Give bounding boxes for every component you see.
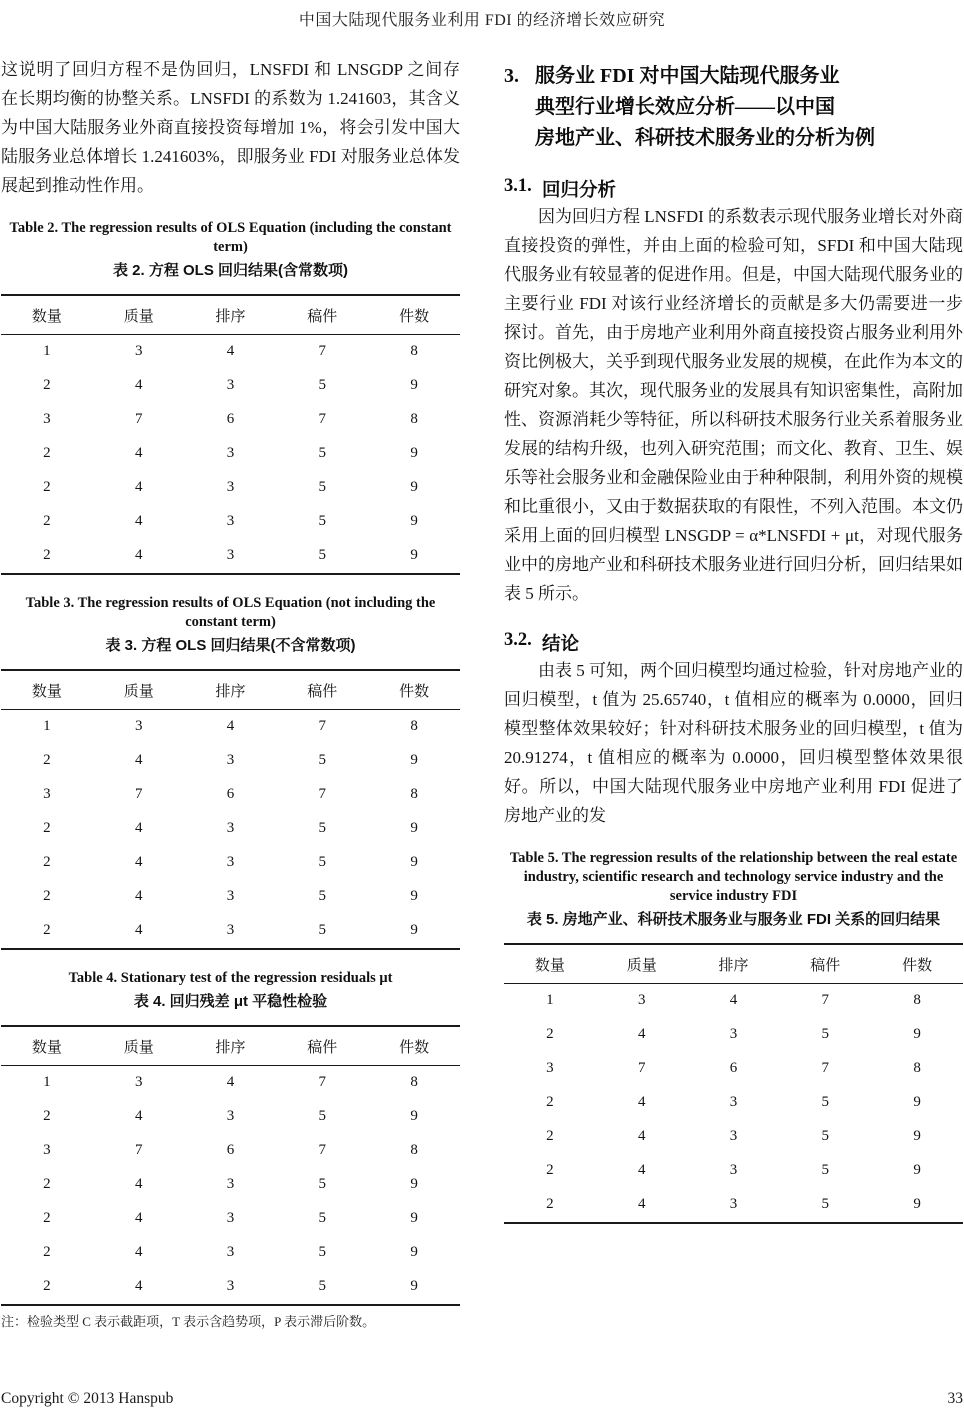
table-row [504,1018,963,1052]
table-header-row [1,670,460,710]
table2-caption-cn: 表 2. 方程 OLS 回归结果(含常数项) [112,262,348,279]
table-cell: 3 [729,1128,738,1144]
table-cell: 4 [637,1162,646,1178]
column-header: 稿件 [276,1026,368,1066]
table-row [1,437,460,471]
table-row [1,471,460,505]
table-cell: 9 [410,513,418,529]
table-cell: 5 [318,1108,327,1124]
table5 [504,943,963,1224]
table-cell: 8 [410,343,418,359]
table-cell: 4 [226,343,235,359]
table-cell: 5 [821,1094,830,1110]
table-cell: 6 [226,786,235,802]
table-cell: 7 [821,1060,830,1076]
page-number: 33 [947,1390,963,1407]
table-cell: 3 [134,1074,143,1090]
table-cell: 5 [821,1128,830,1144]
table-cell: 9 [410,479,418,495]
table-cell: 1 [43,343,51,359]
table-row [1,335,460,370]
table-cell: 3 [134,343,143,359]
table-cell: 9 [410,377,418,393]
table-row [504,1052,963,1086]
table-cell: 3 [226,888,235,904]
section32-number: 3.2. [504,630,532,650]
page-header-title: 中国大陆现代服务业利用 FDI 的经济增长效应研究 [298,12,666,29]
table-cell: 2 [43,1210,51,1226]
section3-heading [504,61,963,154]
section32-paragraph: 由表 5 可知，两个回归模型均通过检验，针对房地产业的回归模型，t 值为 25.65740，t 值相应的概率为 0.0000，回归模型整体效果较好；针对科研技术服务业的回归模型，t 值为 20.91274，t 值相应的概率为 0.0000，回归模型整体效果很好。所以，中国大陆现代服务业中房地产业利用 FDI 促进了房地产业的发 [504,661,963,825]
two-column-layout [0,55,964,1331]
table-row [1,1168,460,1202]
table-cell: 8 [410,1142,418,1158]
table-row [1,403,460,437]
table-cell: 5 [318,547,327,563]
section31-paragraph: 因为回归方程 LNSFDI 的系数表示现代服务业增长对外商直接投资的弹性，并由上面的检验可知，SFDI 和中国大陆现代服务业有较显著的促进作用。但是，中国大陆现代服务业的主要行业 FDI 对该行业经济增长的贡献是多大仍需要进一步探讨。首先，由于房地产业利用外商直接投资占服务业利用外资比例极大，关乎到现代服务业发展的规模，在此作为本文的研究对象。其次，现代服务业的发展具有知识密集性，高附加性、资源消耗少等特征，所以科研技术服务行业关系着服务业发展的结构升级，也列入研究范围；而文化、教育、卫生、娱乐等社会服务业和金融保险业由于种种限制，利用外资的规模和比重很小，又由于数据获取的有限性，不列入范围。本文仍采用上面的回归模型 LNSGDP = α*LNSFDI + μt，对现代服务业中的房地产业和科研技术服务业进行回归分析，回归结果如表 5 所示。 [504,207,964,603]
table-cell: 4 [637,1128,646,1144]
table-cell: 2 [43,479,51,495]
table-cell: 9 [410,752,418,768]
table-cell: 3 [226,1244,235,1260]
table-cell: 2 [546,1094,554,1110]
table-cell: 2 [43,820,51,836]
table-cell: 4 [134,377,143,393]
section32-heading [504,630,963,656]
table-cell: 6 [226,1142,235,1158]
table-cell: 2 [43,922,51,938]
table3-caption-cn: 表 3. 方程 OLS 回归结果(不含常数项) [105,637,356,654]
table-header-row [1,1026,460,1066]
table-cell: 5 [318,1278,327,1294]
table-cell: 4 [226,718,235,734]
table-cell: 3 [226,820,235,836]
column-header: 质量 [93,295,185,335]
table-cell: 4 [134,1278,143,1294]
table-cell: 9 [913,1162,921,1178]
table-cell: 9 [410,445,418,461]
table-cell: 8 [410,1074,418,1090]
table-row [1,846,460,880]
table-cell: 7 [821,992,830,1008]
heading-line: 服务业 FDI 对中国大陆现代服务业 [535,65,840,87]
table-cell: 9 [410,547,418,563]
table-cell: 8 [410,718,418,734]
table-cell: 4 [134,1244,143,1260]
table-row [504,984,963,1019]
column-header: 数量 [1,670,93,710]
table-cell: 9 [913,1026,921,1042]
column-header: 质量 [596,944,688,984]
table-cell: 9 [410,820,418,836]
table-cell: 2 [546,1026,554,1042]
table-cell: 4 [134,547,143,563]
table-cell: 7 [637,1060,646,1076]
column-header: 数量 [504,944,596,984]
table-cell: 3 [43,1142,51,1158]
table-cell: 7 [318,718,327,734]
table-row [1,369,460,403]
table4-footnote: 注：检验类型 C 表示截距项，T 表示含趋势项，P 表示滞后阶数。 [1,1314,376,1329]
column-header: 数量 [1,295,93,335]
table-cell: 4 [637,1094,646,1110]
table-cell: 3 [226,1278,235,1294]
column-header: 质量 [93,1026,185,1066]
table-cell: 7 [318,1074,327,1090]
table-cell: 4 [729,992,738,1008]
table-cell: 6 [226,411,235,427]
intro-paragraph: 这说明了回归方程不是伪回归，LNSFDI 和 LNSGDP 之间存在长期均衡的协整关系。LNSFDI 的系数为 1.241603，其含义为中国大陆服务业外商直接投资每增加 1%，将会引发中国大陆服务业总体增长 1.241603%，即服务业 FDI 对服务业总体发展起到推动性作用。 [1,60,460,195]
table-cell: 1 [43,718,51,734]
table-header-row [1,295,460,335]
left-column [1,55,460,1331]
table-cell: 3 [226,752,235,768]
table-cell: 3 [546,1060,554,1076]
table-cell: 2 [43,513,51,529]
table-cell: 4 [134,513,143,529]
table-cell: 9 [913,1094,921,1110]
table-cell: 5 [318,752,327,768]
table-cell: 9 [913,1128,921,1144]
table-cell: 9 [410,888,418,904]
table-row [1,1202,460,1236]
table-cell: 3 [226,479,235,495]
table-cell: 3 [226,1210,235,1226]
table-cell: 2 [43,752,51,768]
table-cell: 3 [226,445,235,461]
table-cell: 2 [546,1196,554,1212]
table2 [1,294,460,575]
column-header: 件数 [368,670,460,710]
table-cell: 5 [318,1244,327,1260]
table-cell: 2 [43,1108,51,1124]
table-row [1,812,460,846]
table-row [1,880,460,914]
table-row [1,1100,460,1134]
table-cell: 3 [226,513,235,529]
table3 [1,669,460,950]
column-header: 件数 [368,295,460,335]
table4-caption [1,969,460,1012]
table-cell: 5 [318,445,327,461]
table-cell: 5 [318,854,327,870]
table-cell: 2 [43,1244,51,1260]
table3-caption-en: Table 3. The regression results of OLS Equation (not including the constant term) [25,595,436,630]
table-cell: 5 [318,479,327,495]
table-cell: 4 [637,1196,646,1212]
section32-title: 结论 [542,635,580,655]
table4-caption-cn: 表 4. 回归残差 μt 平稳性检验 [133,993,328,1010]
table-cell: 4 [226,1074,235,1090]
page-footer [1,1390,963,1408]
table-row [1,710,460,745]
column-header: 数量 [1,1026,93,1066]
copyright-text: Copyright © 2013 Hanspub [1,1390,174,1407]
table-cell: 7 [318,343,327,359]
table-cell: 2 [43,377,51,393]
column-header: 排序 [688,944,780,984]
right-column [504,55,963,1331]
table-cell: 3 [637,992,646,1008]
table-cell: 1 [43,1074,51,1090]
table5-caption-en: Table 5. The regression results of the relationship between the real estate industry, scientific research and technology service industry and the service industry FDI [509,850,958,904]
table-cell: 5 [318,922,327,938]
table-cell: 4 [134,854,143,870]
table3-caption [1,594,460,656]
table-cell: 3 [729,1196,738,1212]
table-cell: 2 [43,854,51,870]
column-header: 排序 [185,670,277,710]
table-cell: 6 [729,1060,738,1076]
table-cell: 4 [134,1210,143,1226]
table-cell: 3 [134,718,143,734]
table-cell: 4 [637,1026,646,1042]
table-row [1,505,460,539]
table-cell: 5 [318,513,327,529]
section31-heading [504,176,963,202]
table-cell: 3 [226,1176,235,1192]
section3-number: 3. [504,65,519,87]
table-cell: 3 [43,786,51,802]
table-cell: 4 [134,1108,143,1124]
table-cell: 4 [134,479,143,495]
table-row [1,539,460,574]
table5-caption-cn: 表 5. 房地产业、科研技术服务业与服务业 FDI 关系的回归结果 [526,911,941,928]
column-header: 件数 [871,944,963,984]
table2-caption-en: Table 2. The regression results of OLS Equation (including the constant term) [9,220,452,255]
table-cell: 4 [134,445,143,461]
table-cell: 3 [226,922,235,938]
table-cell: 2 [43,1176,51,1192]
table-cell: 9 [410,1278,418,1294]
table-cell: 8 [410,411,418,427]
table-row [504,1086,963,1120]
table-cell: 7 [134,786,143,802]
column-header: 排序 [185,1026,277,1066]
heading-line: 典型行业增长效应分析——以中国 [535,96,835,118]
table-row [504,1154,963,1188]
table-cell: 5 [318,1176,327,1192]
section31-number: 3.1. [504,176,532,196]
column-header: 稿件 [779,944,871,984]
table-cell: 5 [318,888,327,904]
table2-caption [1,219,460,281]
table-row [1,914,460,949]
table-row [504,1120,963,1154]
table-cell: 2 [546,1162,554,1178]
column-header: 排序 [185,295,277,335]
table-cell: 3 [226,377,235,393]
table-cell: 9 [410,1244,418,1260]
table-cell: 2 [43,1278,51,1294]
table-cell: 9 [410,1210,418,1226]
table-cell: 9 [410,922,418,938]
table4 [1,1025,460,1306]
table-row [504,1188,963,1223]
table-cell: 9 [410,1176,418,1192]
table-cell: 5 [318,820,327,836]
table-cell: 5 [318,1210,327,1226]
table-cell: 4 [134,1176,143,1192]
table-row [1,778,460,812]
table-cell: 9 [410,854,418,870]
table-cell: 5 [821,1196,830,1212]
table-header-row [504,944,963,984]
table-cell: 3 [729,1162,738,1178]
table-cell: 4 [134,752,143,768]
table-row [1,1270,460,1305]
table-cell: 3 [226,1108,235,1124]
table-cell: 8 [913,1060,921,1076]
table-cell: 7 [134,411,143,427]
section3-title [535,61,875,154]
table-row [1,1066,460,1101]
column-header: 稿件 [276,295,368,335]
table-cell: 3 [729,1026,738,1042]
table-row [1,744,460,778]
table-cell: 1 [546,992,554,1008]
table-row [1,1236,460,1270]
table-cell: 2 [43,888,51,904]
table-cell: 9 [410,1108,418,1124]
table-cell: 3 [729,1094,738,1110]
table-cell: 4 [134,820,143,836]
table-cell: 3 [226,854,235,870]
table-cell: 9 [913,1196,921,1212]
table-cell: 4 [134,888,143,904]
table-cell: 2 [43,547,51,563]
table-cell: 2 [546,1128,554,1144]
table5-caption [504,849,963,930]
table-cell: 8 [913,992,921,1008]
column-header: 件数 [368,1026,460,1066]
table-cell: 3 [226,547,235,563]
column-header: 质量 [93,670,185,710]
table-cell: 7 [318,786,327,802]
table-cell: 5 [821,1026,830,1042]
table-cell: 7 [318,1142,327,1158]
table-cell: 5 [821,1162,830,1178]
heading-line: 房地产业、科研技术服务业的分析为例 [535,127,875,149]
table-cell: 7 [318,411,327,427]
table-cell: 2 [43,445,51,461]
table4-caption-en: Table 4. Stationary test of the regression residuals μt [68,970,393,986]
table-cell: 3 [43,411,51,427]
table-cell: 5 [318,377,327,393]
table-cell: 8 [410,786,418,802]
table-cell: 4 [134,922,143,938]
table-row [1,1134,460,1168]
column-header: 稿件 [276,670,368,710]
section31-title: 回归分析 [542,181,617,201]
table-cell: 7 [134,1142,143,1158]
